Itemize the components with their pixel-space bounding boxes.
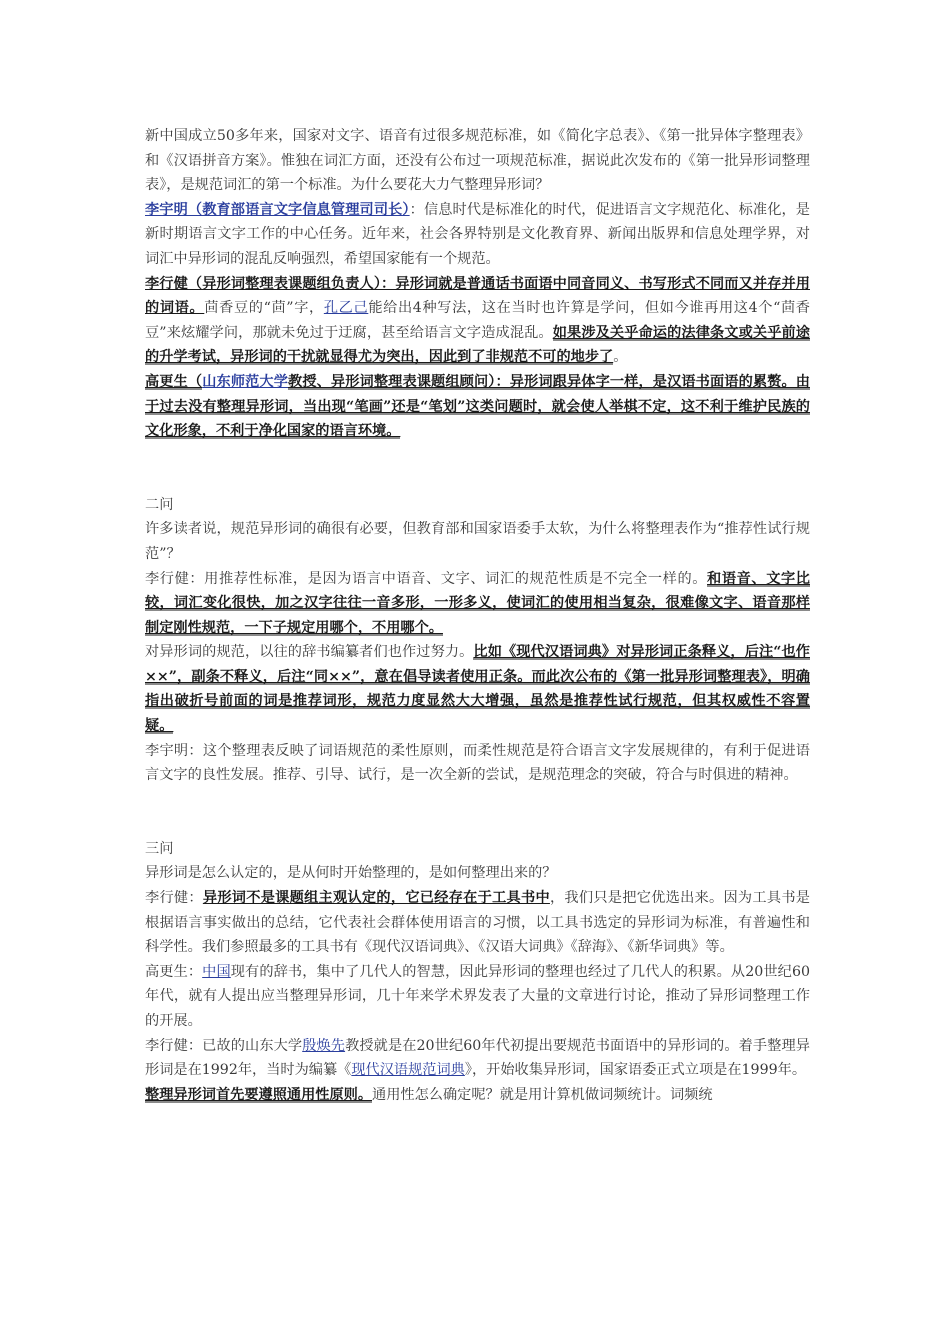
paragraph-text: 现有的辞书，集中了几代人的智慧，因此异形词的整理也经过了几代人的积累。从20世纪60年代，就有人提出应当整理异形词，几十年来学术界发表了大量的文章进行讨论，推动了异形词整理工作的开展。 bbox=[145, 963, 810, 1029]
section-gap bbox=[145, 444, 810, 493]
section-heading-2: 二问 bbox=[145, 496, 174, 513]
highlighted-text: 整理异形词首先要遵照通用性原则。 bbox=[145, 1086, 373, 1103]
link-china[interactable]: 中国 bbox=[202, 963, 231, 980]
paragraph-text: 教授就是在20世纪60年代初提出要规范书面语中的异形词的。着手整理异形词是在1992年，当时为编纂《 bbox=[145, 1037, 810, 1079]
paragraph-text: 》，开始收集异形词，国家语委正式立项是在1999年。 bbox=[464, 1062, 807, 1079]
question-3: 异形词是怎么认定的，是从何时开始整理的，是如何整理出来的？ bbox=[145, 865, 557, 882]
section-heading-3: 三问 bbox=[145, 840, 174, 857]
link-kong-yiji[interactable]: 孔乙己 bbox=[323, 300, 369, 317]
paragraph-gao-gengsheng-2 bbox=[145, 960, 810, 1034]
paragraph-text: 茴香豆的“茴”字， bbox=[204, 300, 324, 317]
paragraph-li-xingjian-2 bbox=[145, 567, 810, 641]
highlighted-text: 如果涉及关乎命运的法律条文或关乎前途的升学考试，异形词的干扰就显得尤为突出，因此到了非规范不可的地步了 bbox=[145, 324, 810, 366]
paragraph-text: 李行健：用推荐性标准，是因为语言中语音、文字、词汇的规范性质是不完全一样的。 bbox=[145, 570, 708, 587]
paragraph-text: 能给出4种写法，这在当时也许算是学问，但如今谁再用这4个“茴香豆”来炫耀学问，那就未免过于迂腐，甚至给语言文字造成混乱。 bbox=[145, 300, 810, 341]
highlighted-text: 高更生（ bbox=[145, 373, 203, 390]
paragraph-text: 通用性怎么确定呢？就是用计算机做词频统计。词频统 bbox=[372, 1086, 713, 1103]
paragraph-li-yuming-2: 李宇明：这个整理表反映了词语规范的柔性原则，而柔性规范是符合语言文字发展规律的，有利于促进语言文字的良性发展。推荐、引导、试行，是一次全新的尝试，是规范理念的突破，符合与时俱进的精神。 bbox=[145, 742, 810, 784]
paragraph-text: 对异形词的规范，以往的辞书编纂者们也作过努力。 bbox=[145, 644, 474, 661]
speaker-link-li-yuming[interactable]: 李宇明（教育部语言文字信息管理司司长） bbox=[145, 201, 410, 218]
paragraph-text: ：信息时代是标准化的时代，促进语言文字规范化、标准化，是新时期语言文字工作的中心任务。近年来，社会各界特别是文化教育界、新闻出版界和信息处理学界，对词汇中异形词的混乱反响强烈，希望国家能有一个规范。 bbox=[145, 201, 810, 267]
paragraph-li-xingjian-4 bbox=[145, 1034, 810, 1083]
paragraph-text: ，我们只是把它优选出来。因为工具书是根据语言事实做出的总结，它代表社会群体使用语言的习惯，以工具书选定的异形词为标准，有普遍性和科学性。我们参照最多的工具书有《现代汉语词典》、《汉语大词典》《辞海》、《新华词典》等。 bbox=[145, 890, 810, 956]
paragraph-text: 李行健： bbox=[145, 890, 203, 907]
document-body bbox=[145, 124, 810, 1107]
intro-paragraph: 新中国成立50多年来，国家对文字、语音有过很多规范标准，如《简化字总表》、《第一批异体字整理表》和《汉语拼音方案》。惟独在词汇方面，还没有公布过一项规范标准，据说此次发布的《第一批异形词整理表》，是规范词汇的第一个标准。为什么要花大力气整理异形词？ bbox=[145, 128, 810, 194]
emphasis-text: 异形词不是课题组主观认定的，它已经存在于工具书中 bbox=[202, 890, 550, 907]
paragraph-principle bbox=[145, 1083, 810, 1108]
highlighted-text: 比如《现代汉语词典》对异形词正条释义，后注“也作××”，副条不释义，后注“同××”，意在倡导读者使用正条。而此次公布的《第一批异形词整理表》，明确指出破折号前面的词是推荐词形，规范力度显然大大增强，虽然是推荐性试行规范，但其权威性不容置疑。 bbox=[145, 644, 810, 735]
paragraph-text: 李行健：已故的山东大学 bbox=[145, 1037, 303, 1054]
link-modern-chinese-standard-dictionary[interactable]: 现代汉语规范词典 bbox=[351, 1062, 465, 1079]
paragraph-li-xingjian-3 bbox=[145, 886, 810, 960]
paragraph-text: 高更生： bbox=[145, 963, 203, 980]
link-yin-huanxian[interactable]: 殷焕先 bbox=[302, 1037, 346, 1054]
paragraph-text: 。 bbox=[613, 349, 628, 366]
paragraph-gao-gengsheng-1 bbox=[145, 370, 810, 444]
paragraph-dictionary-norms bbox=[145, 640, 810, 738]
link-shandong-normal-university[interactable]: 山东师范大学 bbox=[202, 373, 289, 390]
question-2: 许多读者说，规范异形词的确很有必要，但教育部和国家语委手太软，为什么将整理表作为“推荐性试行规范”？ bbox=[145, 521, 810, 562]
highlighted-text: 教授、异形词整理表课题组顾问）：异形词跟异体字一样，是汉语书面语的累赘。由于过去没有整理异形词，当出现“笔画”还是“笔划”这类问题时，就会使人举棋不定，这不利于维护民族的文化形象，不利于净化国家的语言环境。 bbox=[145, 373, 810, 440]
section-gap bbox=[145, 788, 810, 837]
emphasis-text: 李行健（异形词整理表课题组负责人）：异形词就是普通话书面语中同音同义、书写形式不同而又并存并用的词语。 bbox=[145, 275, 810, 317]
paragraph-li-yuming-1 bbox=[145, 198, 810, 272]
paragraph-li-xingjian-1 bbox=[145, 272, 810, 370]
highlighted-text: 和语音、文字比较，词汇变化很快，加之汉字往往一音多形，一形多义，使词汇的使用相当复杂，很难像文字、语音那样制定刚性规范，一下子规定用哪个，不用哪个。 bbox=[145, 570, 810, 636]
